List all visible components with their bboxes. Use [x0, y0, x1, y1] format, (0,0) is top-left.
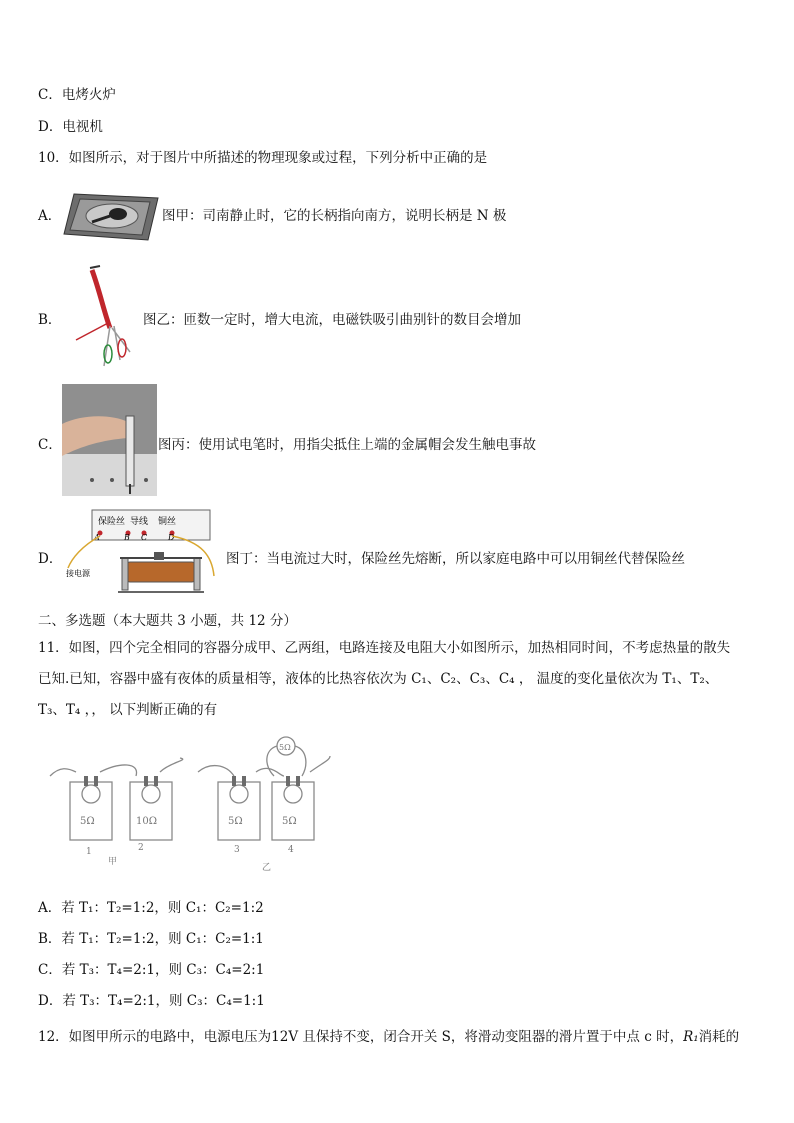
r3-label: 5Ω	[228, 816, 243, 827]
group-yi-label: 乙	[262, 863, 272, 873]
point-d: D	[168, 533, 175, 542]
q11-choice-d: D．若 T₃：T₄=2:1，则 C₃：C₄=1:1	[38, 993, 265, 1009]
container-3-number: 3	[234, 845, 240, 855]
question-10-stem: 10．如图所示，对于图片中所描述的物理现象或过程，下列分析中正确的是	[38, 150, 488, 166]
q12-r1-symbol: R₁	[683, 1029, 699, 1045]
q11-line2-part2: ₁、C₂、C₃、C₄ ， 温度的变化量依次为 T₁、T₂、	[421, 671, 719, 687]
container-2-number: 2	[138, 843, 144, 853]
point-b: B	[124, 533, 130, 542]
option-c: C．电烤火炉	[38, 87, 116, 103]
q11-choice-c: C．若 T₃：T₄=2:1，则 C₃：C₄=2:1	[38, 962, 265, 978]
q11-line2-part1: 已知.已知，容器中盛有夜体的质量相等，液体的比热容依次为 C	[38, 671, 422, 687]
q10-d-label: D．	[38, 551, 63, 567]
q12-text: 12．如图甲所示的电路中，电源电压为12V 且保持不变，闭合开关 S，将滑动变阻器的滑片置于中点 c 时，	[38, 1029, 684, 1045]
q10-b-label: B．	[38, 312, 62, 328]
q10-a-text: 图甲：司南静止时，它的长柄指向南方，说明长柄是 N 极	[162, 208, 507, 224]
container-1-number: 1	[86, 847, 92, 857]
copper-label: 铜丝	[158, 517, 177, 527]
compass-sinan-image	[62, 190, 160, 242]
q10-b-text: 图乙：匝数一定时，增大电流，电磁铁吸引曲别针的数目会增加	[143, 312, 521, 328]
q11-choice-a: A．若 T₁：T₂=1:2，则 C₁：C₂=1:2	[38, 900, 264, 916]
option-d: D．电视机	[38, 119, 103, 135]
power-label: 接电源	[66, 569, 90, 578]
r2-label: 10Ω	[136, 816, 158, 827]
heating-containers-figure	[40, 732, 340, 877]
question-12-stem	[38, 1025, 739, 1045]
point-a: A	[94, 533, 100, 542]
wire-label: 导线	[130, 517, 149, 527]
q10-c-text: 图丙：使用试电笔时，用指尖抵住上端的金属帽会发生触电事故	[158, 437, 536, 453]
electromagnet-image	[70, 262, 136, 370]
q10-a-label: A．	[38, 208, 62, 224]
question-11-stem-line1: 11．如图，四个完全相同的容器分成甲、乙两组，电路连接及电阻大小如图所示，加热相同时间，不考虑热量的散失	[38, 640, 731, 656]
section-heading: 二、多选题（本大题共 3 小题，共 12 分）	[38, 613, 297, 629]
q10-d-text: 图丁：当电流过大时，保险丝先熔断，所以家庭电路中可以用铜丝代替保险丝	[226, 551, 685, 567]
r5-label: 5Ω	[279, 743, 291, 752]
r4-label: 5Ω	[282, 816, 297, 827]
q11-line3-part1: T	[38, 702, 48, 718]
point-c: C	[141, 533, 148, 542]
question-11-stem-line3	[38, 698, 217, 718]
q11-choice-b: B．若 T₁：T₂=1:2，则 C₁：C₂=1:1	[38, 931, 264, 947]
q12-tail: 消耗的	[698, 1029, 740, 1045]
fuse-label: 保险丝	[98, 517, 126, 527]
test-pen-image	[62, 384, 157, 496]
q11-line3-part2: ₃、T₄ ，	[47, 702, 92, 718]
fuse-circuit-image	[62, 506, 222, 598]
q11-line3-part3: ， 以下判断正确的有	[91, 702, 218, 718]
r1-label: 5Ω	[80, 816, 95, 827]
container-4-number: 4	[288, 845, 294, 855]
question-11-stem-line2	[38, 667, 718, 687]
group-jia-label: 甲	[108, 857, 118, 867]
q10-c-label: C．	[38, 437, 62, 453]
